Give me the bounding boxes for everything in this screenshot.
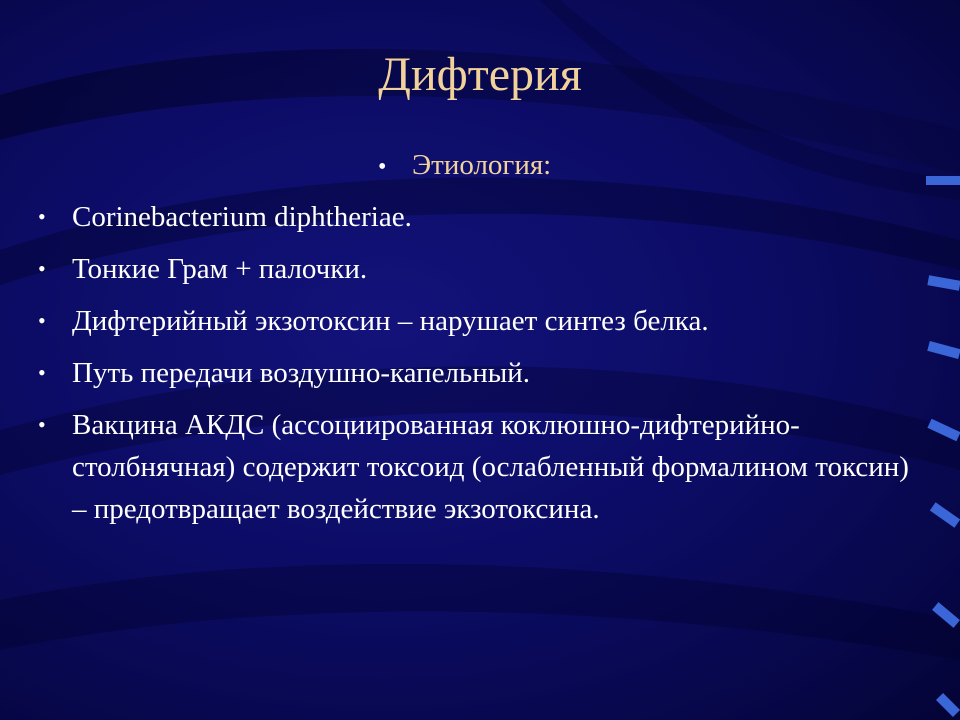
bullet-item [36,352,926,394]
bullet-text: Дифтерийный экзотоксин – нарушает синтез белка. [72,305,709,337]
slide-title: Дифтерия [378,48,582,101]
subheading-bullet: • [378,154,387,180]
bullet-dot: • [38,412,46,437]
bullet-dot: • [38,256,46,281]
subheading-text: Этиология: [412,149,552,181]
bullet-text: Тонкие Грам + палочки. [72,253,368,285]
bullet-item [36,196,926,238]
bullet-item [36,404,926,530]
bullet-dot: • [38,204,46,229]
bullet-text: Путь передачи воздушно-капельный. [72,357,530,389]
subheading [378,143,551,189]
bullet-dot: • [38,360,46,385]
bullet-dot: • [38,308,46,333]
bullet-item [36,248,926,290]
bullet-list [36,196,926,540]
bullet-item [36,300,926,342]
bullet-text: Вакцина АКДС (ассоциированная коклюшно-дифтерийно-столбнячная) содержит токсоид (ослабленный формалином токсин) – предотвращает воздействие экзотоксина. [72,409,909,525]
bullet-text: Corinebacterium diphtheriae. [72,201,412,233]
